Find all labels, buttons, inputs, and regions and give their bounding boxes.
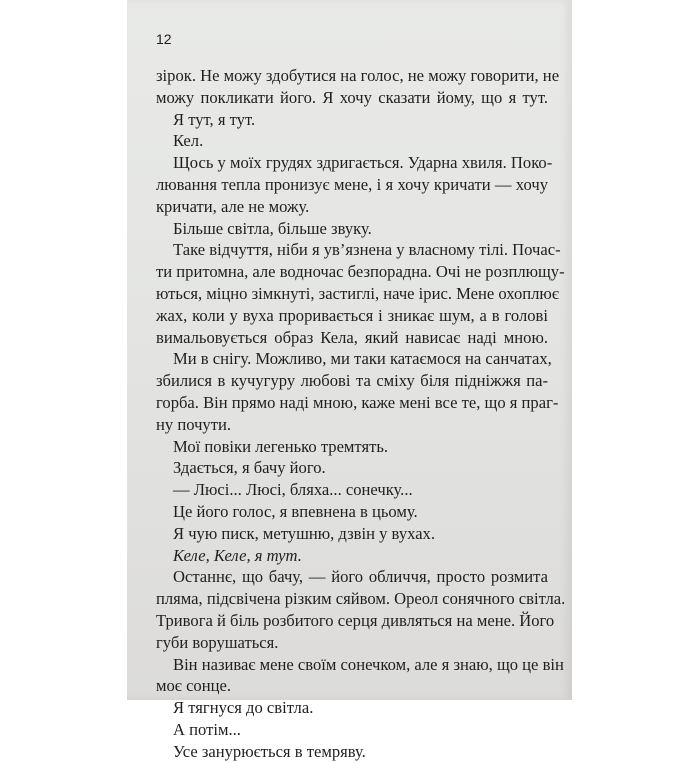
text-line: Кел.: [173, 131, 204, 151]
text-line: зірок. Не можу здобутися на голос, не можу говорити, не: [156, 66, 560, 85]
text-line: ну почути.: [156, 414, 231, 434]
text-line: збилися в кучугуру любові та сміху біля підніжжя па-: [156, 371, 548, 391]
text-line: Усе занурюється в темряву.: [173, 741, 366, 761]
text-line: Таке відчуття, ніби я ув’язнена у власному тілі. Почас-: [173, 240, 561, 260]
text-line: можу покликати його. Я хочу сказати йому, що я тут.: [156, 87, 548, 107]
text-line: ються, міцно зімкнуті, застиглі, наче ірис. Мене охоплює: [156, 283, 559, 303]
text-line: пляма, підсвічена різким сяйвом. Ореол сонячного світла.: [156, 589, 566, 609]
text-line: Останнє, що бачу, — його обличчя, просто розмита: [173, 567, 548, 587]
text-line: губи ворушаться.: [156, 632, 279, 652]
text-line: Я тягнуся до світла.: [173, 698, 314, 718]
text-line: Ми в снігу. Можливо, ми таки катаємося на санчатах,: [173, 349, 552, 369]
body-text: [156, 65, 566, 763]
text-line: Здається, я бачу його.: [173, 458, 326, 478]
text-line: Більше світла, більше звуку.: [173, 218, 372, 238]
text-line: кричати, але не можу.: [156, 196, 310, 216]
text-line: Мої повіки легенько тремтять.: [173, 436, 389, 456]
text-line: жах, коли у вуха проривається і зникає шум, а в голові: [156, 305, 548, 325]
text-line: Він називає мене своїм сонечком, але я знаю, що це він: [173, 654, 564, 674]
text-line: горба. Він прямо наді мною, каже мені все те, що я праг-: [156, 392, 559, 412]
text-line: ти притомна, але водночас безпорадна. Очі не розплющу-: [156, 262, 565, 282]
text-line: Я чую писк, метушню, дзвін у вухах.: [173, 523, 436, 543]
text-line: моє сонце.: [156, 676, 232, 696]
text-line: лювання тепла пронизує мене, і я хочу кричати — хочу: [156, 174, 548, 194]
book-page: [127, 0, 572, 761]
text-line: Щось у моїх грудях здригається. Ударна хвиля. Поко-: [173, 153, 553, 173]
text-line: вимальовується образ Кела, який нависає наді мною.: [156, 327, 548, 347]
text-line: Тривога й біль розбитого серця дивляться на мене. Його: [156, 610, 555, 630]
text-line: Я тут, я тут.: [173, 109, 256, 129]
text-line: Це його голос, я впевнена в цьому.: [173, 501, 418, 521]
italic-text-line: Келе, Келе, я тут.: [173, 545, 302, 565]
text-line: А потім...: [173, 719, 241, 739]
page-number: 12: [156, 31, 172, 47]
text-line: — Люсі... Люсі, бляха... сонечку...: [173, 480, 413, 500]
